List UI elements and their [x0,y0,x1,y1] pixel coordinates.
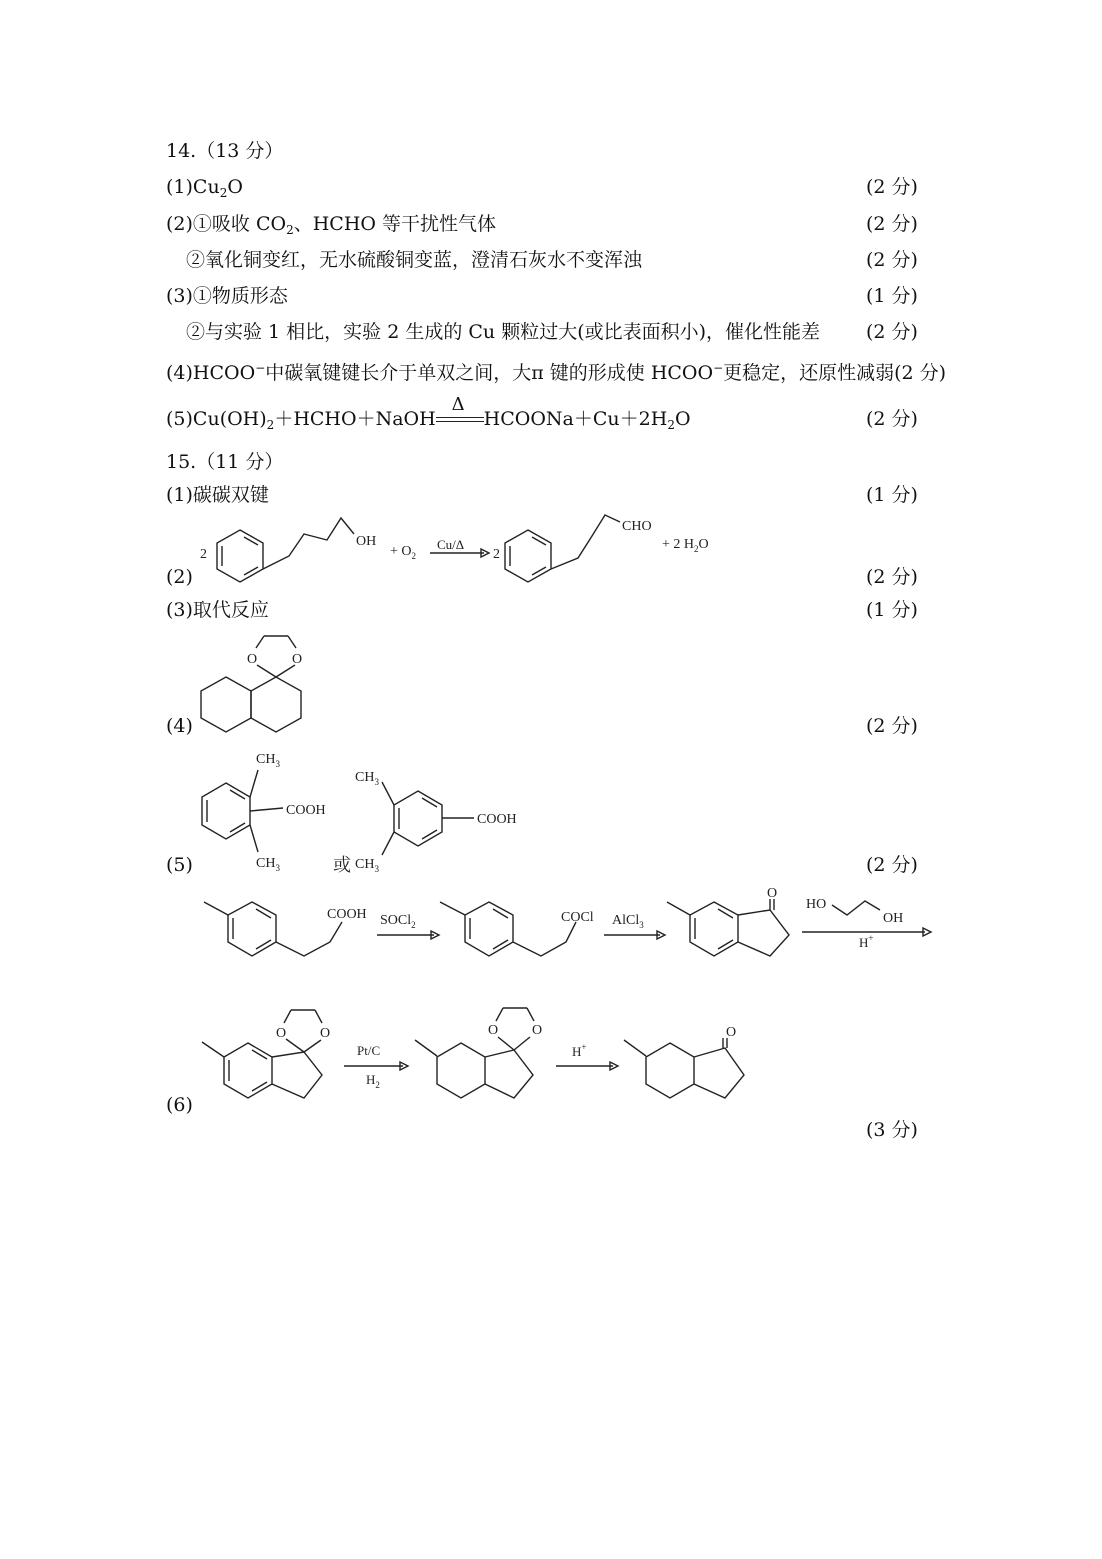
svg-text:COOH: COOH [327,907,367,922]
q15-answer-3-score: (1 分) [866,599,918,621]
q15-6-route-row2 [202,1008,744,1098]
q15-answer-5-score: (2 分) [866,854,918,876]
benzene-ring [505,530,551,582]
svg-text:2: 2 [200,547,207,562]
q15-5-structure-a [202,752,326,873]
svg-text:2: 2 [493,547,500,562]
svg-text:COCl: COCl [561,910,594,925]
svg-text:OH: OH [883,911,904,926]
svg-text:H+: H+ [859,933,874,950]
q14-answer-1: $(1)Cu_2O$ [166,176,243,200]
svg-text:H2: $H_2$ [366,1072,380,1090]
svg-text:COOH: COOH [477,812,517,827]
svg-text:CH3: $CH_3$ [355,857,379,874]
svg-text:O: O [320,1026,331,1041]
q15-answer-6-score: (3 分) [866,1119,918,1141]
q14-heading: 14.（13 分） [166,140,284,162]
q15-2-reaction-scheme [200,515,709,582]
q14-answer-3: (3)①物质形态 [166,285,288,307]
q14-answer-2b-score: (2 分) [866,249,918,271]
svg-text:CHO: CHO [622,519,652,534]
q14-answer-4: (4)HCOO−中碳氧键键长介于单双之间，大π 键的形成使 HCOO−更稳定，还原性减弱(2 分) [166,361,947,384]
benzene-ring [217,530,263,582]
q15-answer-6-label: (6) [166,1094,193,1116]
svg-text:Pt/C: Pt/C [357,1043,381,1058]
svg-text:O: O [767,886,778,901]
svg-text:+ 2 H2O: + 2 $H_2O$ [662,537,709,554]
svg-text:O: O [247,652,258,667]
svg-text:OH: OH [356,534,377,549]
svg-text:H+: H+ [572,1042,587,1059]
q14-answer-5: $(5)Cu(OH)_2+HCHO+NaOH$ Δ $HCOONa+Cu+2H_2O$ [166,394,691,432]
q14-answer-1-score: (2 分) [866,176,918,198]
svg-text:HO: HO [806,897,827,912]
q15-answer-5-label: (5) [166,854,193,876]
svg-text:SOCl2: SOCl$_2$ [380,913,416,930]
heat-equals-sign: Δ [436,407,484,431]
or-label: 或 [333,855,351,875]
q14-answer-3-score: (1 分) [866,285,918,307]
q14-answer-2-score: (2 分) [866,213,918,235]
svg-text:O: O [532,1023,543,1038]
q15-heading: 15.（11 分） [166,451,284,473]
svg-text:O: O [276,1026,287,1041]
q15-5-structure-b [355,770,517,874]
svg-text:O: O [726,1025,737,1040]
q14-answer-3b: ②与实验 1 相比，实验 2 生成的 Cu 颗粒过大(或比表面积小)，催化性能差 [186,321,821,343]
q15-4-structure [201,636,302,732]
q15-answer-2-score: (2 分) [866,566,918,588]
q14-answer-2b: ②氧化铜变红，无水硫酸铜变蓝，澄清石灰水不变浑浊 [186,249,643,271]
svg-text:O: O [488,1023,499,1038]
q15-answer-2-label: (2) [166,566,193,588]
q15-answer-1-score: (1 分) [866,484,918,506]
svg-text:CH3: $CH_3$ [355,770,379,787]
q14-answer-3b-score: (2 分) [866,321,918,343]
svg-text:AlCl3: AlCl$_3$ [612,913,644,930]
q15-answer-4-label: (4) [166,715,193,737]
svg-text:COOH: COOH [286,803,326,818]
q14-answer-5-score: (2 分) [866,408,918,430]
q15-answer-4-score: (2 分) [866,715,918,737]
svg-text:O: O [292,652,303,667]
svg-text:CH3: $CH_3$ [256,752,280,769]
q15-answer-1: (1)碳碳双键 [166,484,269,506]
q15-6-route-row1 [204,886,931,956]
svg-text:+ O2: + $O_2$ [390,544,417,561]
svg-text:Cu/Δ: Cu/Δ [437,537,465,552]
svg-text:CH3: $CH_3$ [256,856,280,873]
q15-answer-3: (3)取代反应 [166,599,269,621]
q14-answer-2: (2)①吸收 $CO_2$、HCHO 等干扰性气体 [166,213,497,237]
